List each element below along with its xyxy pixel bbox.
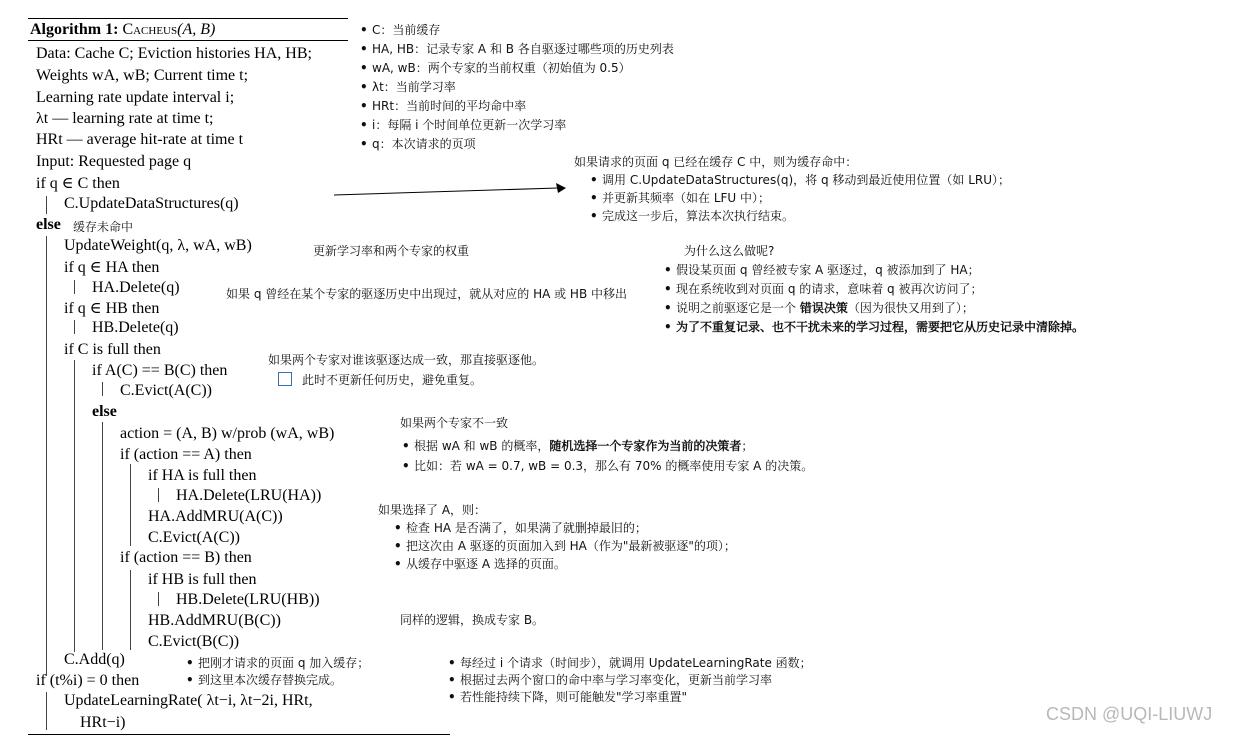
history-remove-note: 如果 q 曾经在某个专家的驱逐历史中出现过，就从对应的 HA 或 HB 中移出 <box>226 287 627 301</box>
choose-a-note-item: • 检查 HA 是否满了，如果满了就删掉最旧的； <box>394 520 736 538</box>
hit-note-item: • 调用 C.UpdateDataStructures(q)，将 q 移动到最近使用位置（如 LRU）； <box>590 172 1010 190</box>
add-note-item: • 把刚才请求的页面 q 加入缓存； <box>186 655 369 672</box>
alg-line-if-in-hb: if q ∈ HB then <box>64 300 160 317</box>
alg-line-ha-delete: HA.Delete(q) <box>92 279 180 296</box>
agree-check-text: 此时不更新任何历史，避免重复。 <box>302 373 483 387</box>
legend-item: • C：当前缓存 <box>360 22 674 41</box>
legend-item: • wA, wB：两个专家的当前权重（初始值为 0.5） <box>360 60 674 79</box>
algorithm-top-rule <box>28 18 348 19</box>
disagree-note-item: • 比如：若 wA = 0.7, wB = 0.3，那么有 70% 的概率使用专家 A 的决策。 <box>402 458 813 478</box>
legend-item: • HA, HB：记录专家 A 和 B 各自驱逐过哪些项的历史列表 <box>360 41 674 60</box>
alg-line-if-action-a: if (action == A) then <box>120 446 252 463</box>
block-bar-action-a <box>130 464 131 546</box>
block-bar-if-hit <box>46 196 47 214</box>
alg-line-update-weight: UpdateWeight(q, λ, wA, wB) <box>64 237 252 254</box>
add-note-list <box>186 655 369 689</box>
agree-note: 如果两个专家对谁该驱逐达成一致，那直接驱逐他。 <box>268 353 545 367</box>
legend-item: • i：每隔 i 个时间单位更新一次学习率 <box>360 117 674 136</box>
block-bar-hb <box>74 320 75 334</box>
algorithm-title-name: Cacheus <box>122 21 178 38</box>
block-bar-mod <box>46 692 47 730</box>
why-note-title: 为什么这么做呢? <box>684 244 775 258</box>
alg-line-if-agree: if A(C) == B(C) then <box>92 362 228 379</box>
alg-line-update-ds: C.UpdateDataStructures(q) <box>64 195 239 212</box>
watermark: CSDN @UQI-LIUWJ <box>1046 704 1213 724</box>
block-bar-hb-full <box>158 592 159 606</box>
choose-a-note-item: • 从缓存中驱逐 A 选择的页面。 <box>394 556 736 574</box>
alg-line-lr-interval: Learning rate update interval i; <box>36 89 235 106</box>
alg-line-if-hb-full: if HB is full then <box>148 571 257 588</box>
why-note-item <box>664 300 1084 319</box>
alg-line-if-mod: if (t%i) = 0 then <box>36 672 140 689</box>
lr-note-item: • 根据过去两个窗口的命中率与学习率变化，更新当前学习率 <box>448 672 812 689</box>
why-note-item: • 为了不重复记录、也不干扰未来的学习过程，需要把它从历史记录中清除掉。 <box>664 319 1084 338</box>
alg-line-action: action = (A, B) w/prob (wA, wB) <box>120 425 335 442</box>
agree-check-row <box>278 372 482 388</box>
alg-line-update-lr-2: HRt−i) <box>80 714 126 731</box>
block-bar-ha-full <box>158 488 159 502</box>
choose-a-note-list <box>394 520 736 574</box>
alg-line-weights: Weights wA, wB; Current time t; <box>36 67 249 84</box>
checkbox-icon <box>278 372 292 386</box>
hit-arrow <box>330 180 570 200</box>
algorithm-title <box>30 20 215 40</box>
block-bar-full <box>74 360 75 652</box>
alg-line-hb-delete-lru: HB.Delete(LRU(HB)) <box>176 591 320 608</box>
alg-line-data: Data: Cache C; Eviction histories HA, HB; <box>36 45 312 62</box>
algorithm-title-label: Algorithm 1: <box>30 21 119 38</box>
miss-note: 缓存未命中 <box>73 220 134 234</box>
disagree-note-item <box>402 438 813 458</box>
hit-note-item: • 并更新其频率（如在 LFU 中）； <box>590 190 1010 208</box>
choose-a-note-item: • 把这次由 A 驱逐的页面加入到 HA（作为"最新被驱逐"的项）； <box>394 538 736 556</box>
alg-line-input: Input: Requested page q <box>36 153 192 170</box>
disagree-pre: 根据 wA 和 wB 的概率， <box>414 439 550 453</box>
alg-line-evict-b: C.Evict(B(C)) <box>148 633 240 650</box>
alg-line-if-action-b: if (action == B) then <box>120 549 252 566</box>
alg-line-ha-add: HA.AddMRU(A(C)) <box>148 508 283 525</box>
legend-list <box>360 22 674 155</box>
hit-note-title: 如果请求的页面 q 已经在缓存 C 中，则为缓存命中： <box>574 155 858 169</box>
alg-line-else: else <box>36 216 61 233</box>
disagree-note-title: 如果两个专家不一致 <box>400 416 509 430</box>
lr-note-item: • 每经过 i 个请求（时间步），就调用 UpdateLearningRate 函数； <box>448 655 812 672</box>
alg-line-lambda: λt — learning rate at time t; <box>36 110 214 127</box>
algorithm-title-rule <box>28 40 348 41</box>
update-weight-note: 更新学习率和两个专家的权重 <box>313 244 470 258</box>
alg-line-hr: HRt — average hit-rate at time t <box>36 131 244 148</box>
lr-note-item: • 若性能持续下降，则可能触发"学习率重置" <box>448 689 812 706</box>
block-bar-action-b <box>130 570 131 650</box>
alg-line-if-ha-full: if HA is full then <box>148 467 257 484</box>
choose-a-note-title: 如果选择了 A，则： <box>378 503 487 517</box>
block-bar-agree <box>102 382 103 396</box>
alg-line-update-lr: UpdateLearningRate( λt−i, λt−2i, HRt, <box>64 692 313 709</box>
legend-item: • HRt：当前时间的平均命中率 <box>360 98 674 117</box>
alg-line-if-full: if C is full then <box>64 341 161 358</box>
legend-item: • λt：当前学习率 <box>360 79 674 98</box>
alg-line-evict-agree: C.Evict(A(C)) <box>120 382 212 399</box>
algorithm-title-args: (A, B) <box>177 21 216 38</box>
block-bar-else2 <box>102 422 103 650</box>
algorithm-bottom-rule <box>28 734 450 735</box>
why-note-item: • 现在系统收到对页面 q 的请求，意味着 q 被再次访问了； <box>664 281 1084 300</box>
why-note-item-pre: 说明之前驱逐它是一个 <box>676 301 800 315</box>
alg-line-hb-add: HB.AddMRU(B(C)) <box>148 612 281 629</box>
hit-note-item: • 完成这一步后，算法本次执行结束。 <box>590 208 1010 226</box>
block-bar-ha <box>74 280 75 294</box>
lr-note-list <box>448 655 812 706</box>
alg-line-if-in-ha: if q ∈ HA then <box>64 259 160 276</box>
alg-line-add: C.Add(q) <box>64 651 125 668</box>
disagree-bold: 随机选择一个专家作为当前的决策者 <box>549 439 742 453</box>
add-note-item: • 到这里本次缓存替换完成。 <box>186 672 369 689</box>
why-note-item: • 假设某页面 q 曾经被专家 A 驱逐过，q 被添加到了 HA； <box>664 262 1084 281</box>
why-note-item-bold: 错误决策 <box>799 301 848 315</box>
alg-line-evict-a: C.Evict(A(C)) <box>148 529 240 546</box>
hit-note-list <box>590 172 1010 226</box>
legend-item: • q：本次请求的页项 <box>360 136 674 155</box>
same-logic-note: 同样的逻辑，换成专家 B。 <box>400 613 545 627</box>
alg-line-if-hit: if q ∈ C then <box>36 175 120 192</box>
why-note-item-post: （因为很快又用到了）； <box>847 301 974 315</box>
why-note-list <box>664 262 1084 338</box>
block-bar-else <box>46 236 47 676</box>
disagree-post: ； <box>741 439 754 453</box>
disagree-note-list <box>402 438 813 478</box>
alg-line-ha-delete-lru: HA.Delete(LRU(HA)) <box>176 487 322 504</box>
alg-line-hb-delete: HB.Delete(q) <box>92 319 179 336</box>
alg-line-else2: else <box>92 403 117 420</box>
